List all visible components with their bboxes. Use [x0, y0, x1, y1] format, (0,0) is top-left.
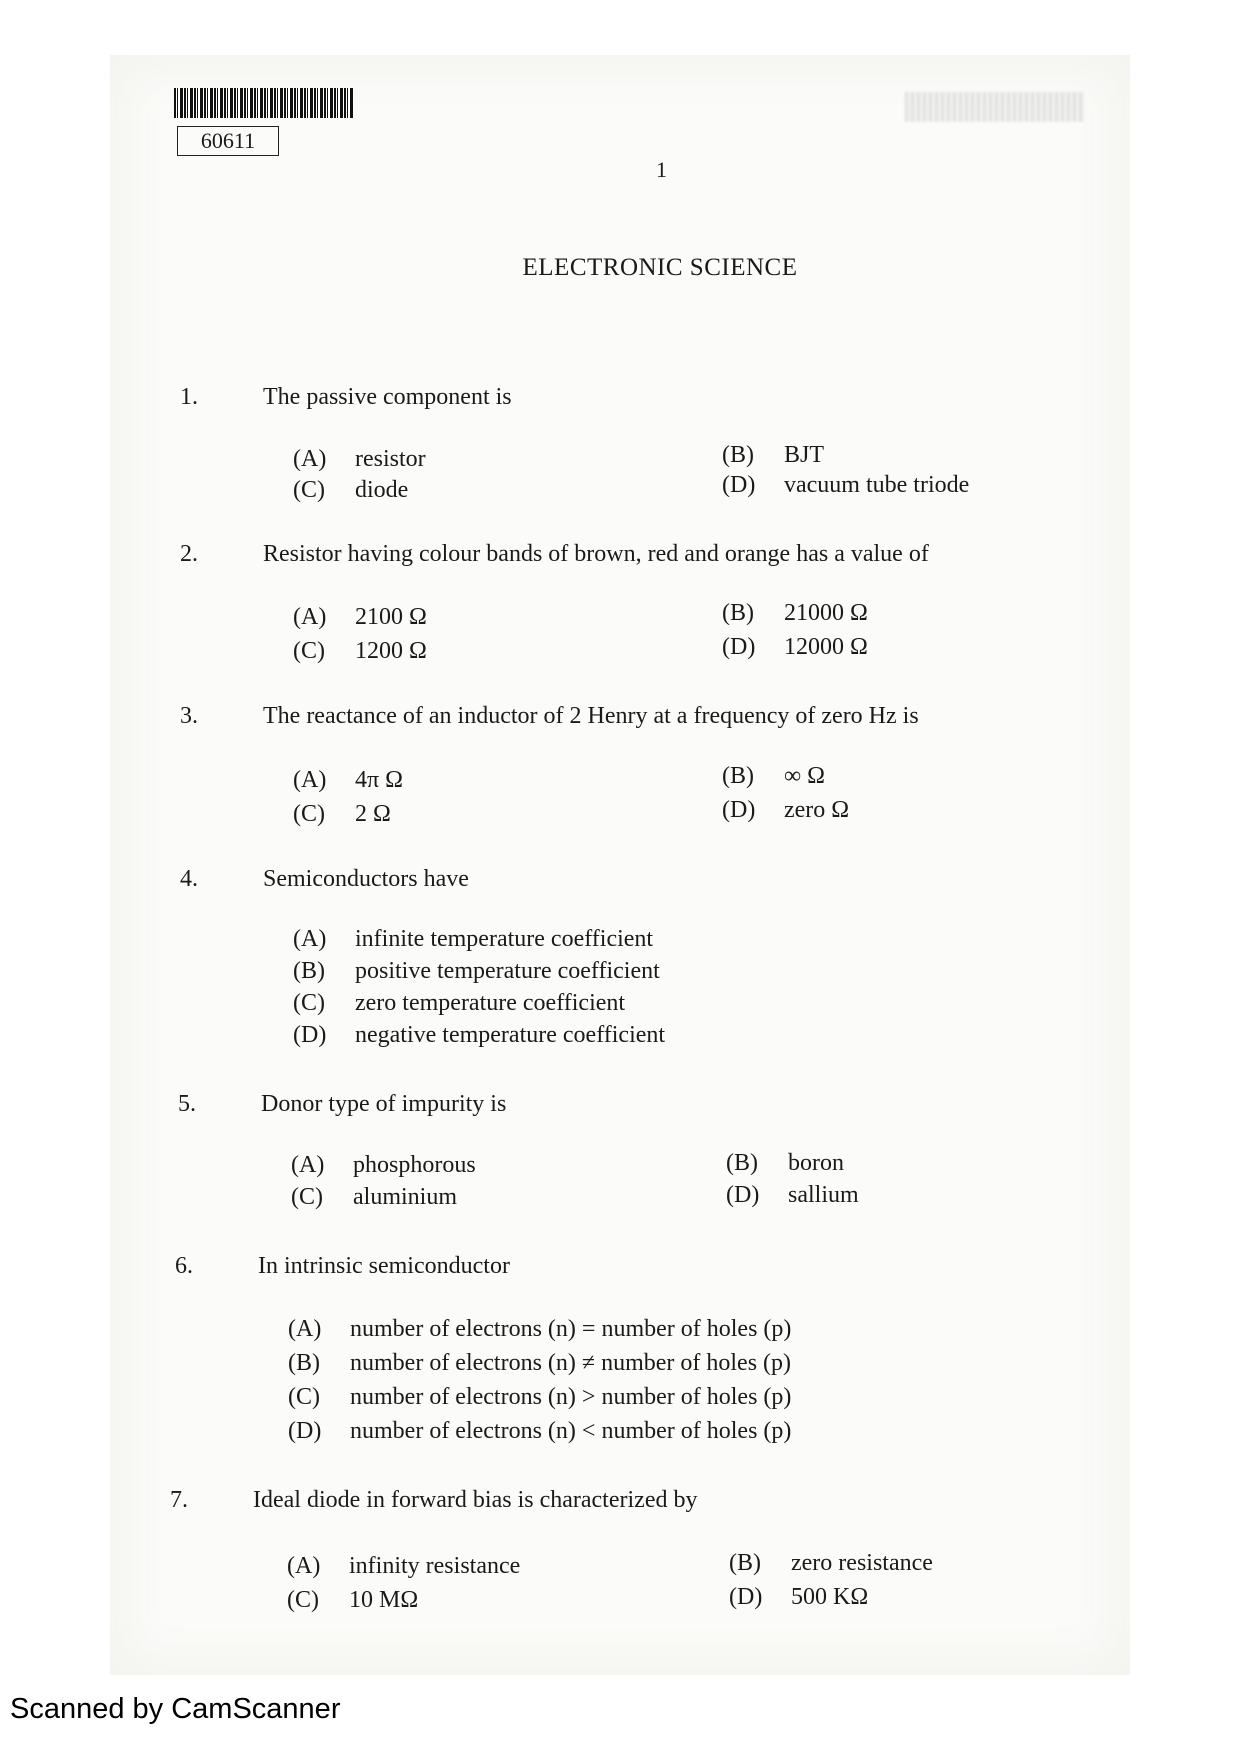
- option-b: (B) boron: [726, 1150, 844, 1176]
- option-c: (C) diode: [293, 477, 409, 503]
- option-d: (D) 12000 Ω: [722, 634, 868, 660]
- question-text: The passive component is: [263, 384, 512, 410]
- option-a: (A) number of electrons (n) = number of holes (p): [288, 1316, 792, 1342]
- question-number: 4.: [180, 866, 198, 892]
- question-number: 6.: [175, 1253, 193, 1279]
- question-text: Donor type of impurity is: [261, 1091, 507, 1117]
- question-number: 3.: [180, 703, 198, 729]
- option-b: (B) zero resistance: [729, 1550, 933, 1576]
- question-number: 5.: [178, 1091, 196, 1117]
- option-a: (A) infinite temperature coefficient: [293, 926, 654, 952]
- option-b: (B) positive temperature coefficient: [293, 958, 660, 984]
- question-number: 1.: [180, 384, 198, 410]
- option-a: (A) phosphorous: [291, 1152, 476, 1178]
- question-text: Semiconductors have: [263, 866, 469, 892]
- option-d: (D) vacuum tube triode: [722, 472, 970, 498]
- option-b: (B) number of electrons (n) ≠ number of holes (p): [288, 1350, 792, 1376]
- option-d: (D) 500 KΩ: [729, 1584, 869, 1610]
- option-b: (B) BJT: [722, 442, 825, 468]
- option-d: (D) negative temperature coefficient: [293, 1022, 666, 1048]
- option-c: (C) 1200 Ω: [293, 638, 427, 664]
- option-c: (C) 2 Ω: [293, 801, 391, 827]
- option-a: (A) 2100 Ω: [293, 604, 427, 630]
- option-d: (D) zero Ω: [722, 797, 850, 823]
- option-a: (A) resistor: [293, 446, 426, 472]
- question-text: The reactance of an inductor of 2 Henry at a frequency of zero Hz is: [263, 703, 919, 729]
- option-c: (C) zero temperature coefficient: [293, 990, 626, 1016]
- option-c: (C) aluminium: [291, 1184, 457, 1210]
- option-c: (C) 10 MΩ: [287, 1587, 419, 1613]
- scanner-watermark: Scanned by CamScanner: [10, 1693, 341, 1725]
- question-number: 2.: [180, 541, 198, 567]
- option-a: (A) 4π Ω: [293, 767, 403, 793]
- option-d: (D) sallium: [726, 1182, 859, 1208]
- paper-code: 60611: [177, 126, 279, 156]
- barcode: [174, 88, 354, 118]
- exam-title: ELECTRONIC SCIENCE: [522, 254, 798, 281]
- option-d: (D) number of electrons (n) < number of holes (p): [288, 1418, 792, 1444]
- option-a: (A) infinity resistance: [287, 1553, 521, 1579]
- question-text: Resistor having colour bands of brown, red and orange has a value of: [263, 541, 929, 567]
- option-b: (B) 21000 Ω: [722, 600, 868, 626]
- scan-smudge: [905, 92, 1085, 122]
- question-text: Ideal diode in forward bias is characterized by: [253, 1487, 698, 1513]
- page-number: 1: [656, 157, 667, 182]
- option-b: (B) ∞ Ω: [722, 763, 825, 789]
- option-c: (C) number of electrons (n) > number of holes (p): [288, 1384, 792, 1410]
- question-text: In intrinsic semiconductor: [258, 1253, 510, 1279]
- question-number: 7.: [170, 1487, 188, 1513]
